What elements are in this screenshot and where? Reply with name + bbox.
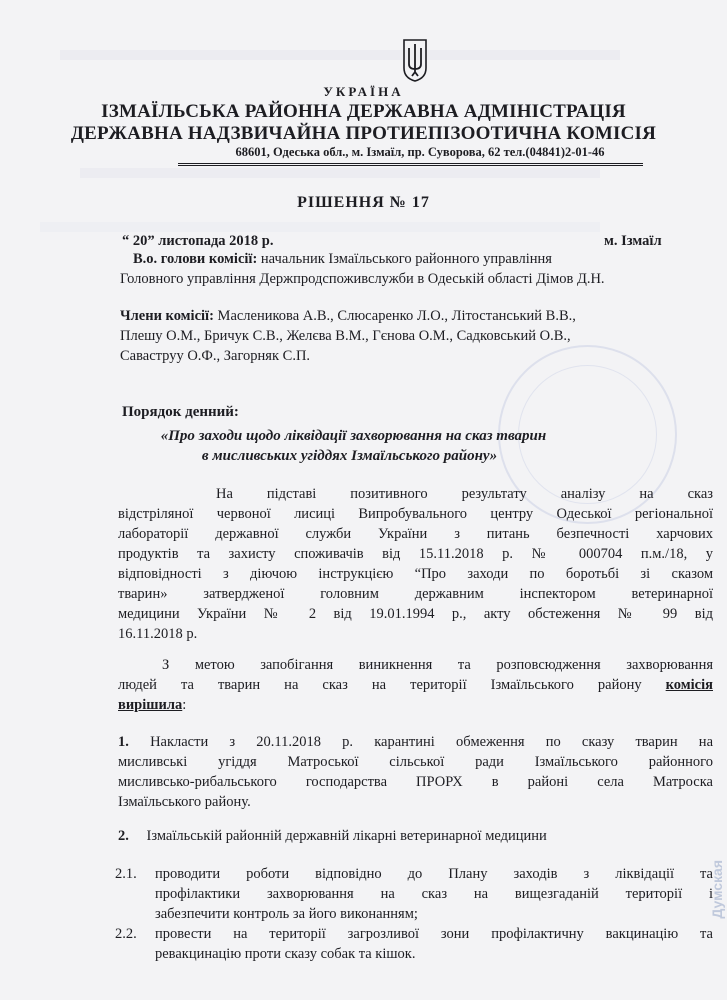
- acting-head-line: начальник Ізмаїльського районного управління: [260, 251, 552, 267]
- subitem-line: ревакцинацію проти сказу собак та кішок.: [155, 946, 416, 962]
- subitem-number: 2.2.: [115, 926, 137, 942]
- resolved-word: вирішила: [118, 697, 183, 713]
- members-line: Плешу О.М., Бричук С.В., Желєва В.М., Гєнова О.М., Садковський О.В.,: [120, 328, 571, 344]
- basis-line: відстріляної червоної лисиці Випробувального центру Одеської регіональної: [118, 506, 713, 522]
- country-name: УКРАЇНА: [323, 84, 404, 99]
- organization-address: 68601, Одеська обл., м. Ізмаїл, пр. Суворова, 62 тел.(04841)2-01-46: [235, 145, 605, 159]
- item-1: [118, 732, 713, 812]
- header-divider: [178, 163, 643, 166]
- acting-head-block: [120, 249, 713, 289]
- subitem-number: 2.1.: [115, 866, 137, 882]
- agenda-topic-line: в мисливських угіддях Ізмаїльського району»: [201, 448, 498, 464]
- basis-line: продуктів та захисту споживачів від 15.11.2018 р. № 000704 п.м./18, у: [118, 546, 713, 562]
- members-line: Саваструу О.Ф., Загорняк С.П.: [120, 348, 311, 364]
- item-number: 1.: [118, 734, 129, 750]
- decision-title: РІШЕННЯ № 17: [297, 194, 430, 211]
- members-line: Масленикова А.В., Слюсаренко Л.О., Літостанський В.В.,: [217, 308, 576, 324]
- bleed-through: [40, 222, 600, 232]
- basis-paragraph: [118, 484, 713, 644]
- commission-name: ДЕРЖАВНА НАДЗВИЧАЙНА ПРОТИЕПІЗООТИЧНА КОМІСІЯ: [70, 123, 657, 144]
- decision-city: м. Ізмаїл: [604, 233, 662, 249]
- basis-line: тварин» затвердженої головним державним інспектором ветеринарної: [118, 586, 713, 602]
- item-number: 2.: [118, 828, 129, 844]
- site-watermark: Думская: [709, 860, 725, 919]
- trident-emblem-icon: [402, 38, 428, 82]
- purpose-line: людей та тварин на сказ на території Ізмаїльського району: [118, 677, 642, 693]
- item-line: Ізмаїльській районній державній лікарні ветеринарної медицини: [146, 828, 547, 844]
- acting-head-label: В.о. голови комісії:: [133, 251, 258, 267]
- purpose-line: З метою запобігання виникнення та розповсюдження захворювання: [162, 657, 713, 673]
- decision-date: “ 20” листопада 2018 р.: [122, 233, 274, 249]
- subitem-line: провести на території загрозливої зони профілактичну вакцинацію та: [155, 926, 713, 942]
- subitem-line: профілактики захворювання на сказ на вищезгаданій території і: [155, 886, 713, 902]
- bleed-through: [80, 168, 600, 178]
- organization-name: ІЗМАЇЛЬСЬКА РАЙОННА ДЕРЖАВНА АДМІНІСТРАЦІЯ: [101, 101, 626, 122]
- item-2: [118, 826, 713, 846]
- subitem-line: проводити роботи відповідно до Плану заходів з ліквідації та: [155, 866, 713, 882]
- item-line: Накласти з 20.11.2018 р. карантині обмеження по сказу тварин на: [150, 734, 714, 750]
- bleed-through: [60, 50, 620, 60]
- resolved-colon: :: [182, 697, 187, 713]
- purpose-paragraph: [118, 655, 713, 715]
- item-line: Ізмаїльського району.: [118, 794, 251, 810]
- basis-line: медицини України № 2 від 19.01.1994 р., акту обстеження № 99 від: [118, 606, 713, 622]
- subitem-2-2: [115, 924, 713, 966]
- basis-line: 16.11.2018 р.: [118, 626, 198, 642]
- item-line: мисливсько-рибальського господарства ПРОРХ в районі села Матроска: [118, 774, 713, 790]
- members-label: Члени комісії:: [120, 308, 214, 324]
- subitem-line: забезпечити контроль за його виконанням;: [155, 906, 418, 922]
- agenda-heading: Порядок денний:: [122, 404, 239, 420]
- item-line: мисливські угіддя Матроської сільської ради Ізмаїльського районного: [118, 754, 713, 770]
- basis-line: лабораторії державної служби України з питань безпечності харчових: [118, 526, 713, 542]
- commission-word: комісія: [665, 677, 713, 693]
- agenda-topic-line: «Про заходи щодо ліквідації захворювання на сказ тварин: [160, 428, 547, 444]
- subitem-2-1: [115, 864, 713, 926]
- basis-line: відповідності з діючою інструкцією “Про заходи по боротьбі зі сказом: [118, 566, 713, 582]
- basis-line: На підставі позитивного результату аналізу на сказ: [216, 486, 713, 502]
- acting-head-line: Головного управління Держпродспоживслужби в Одеській області Дімов Д.Н.: [120, 271, 605, 287]
